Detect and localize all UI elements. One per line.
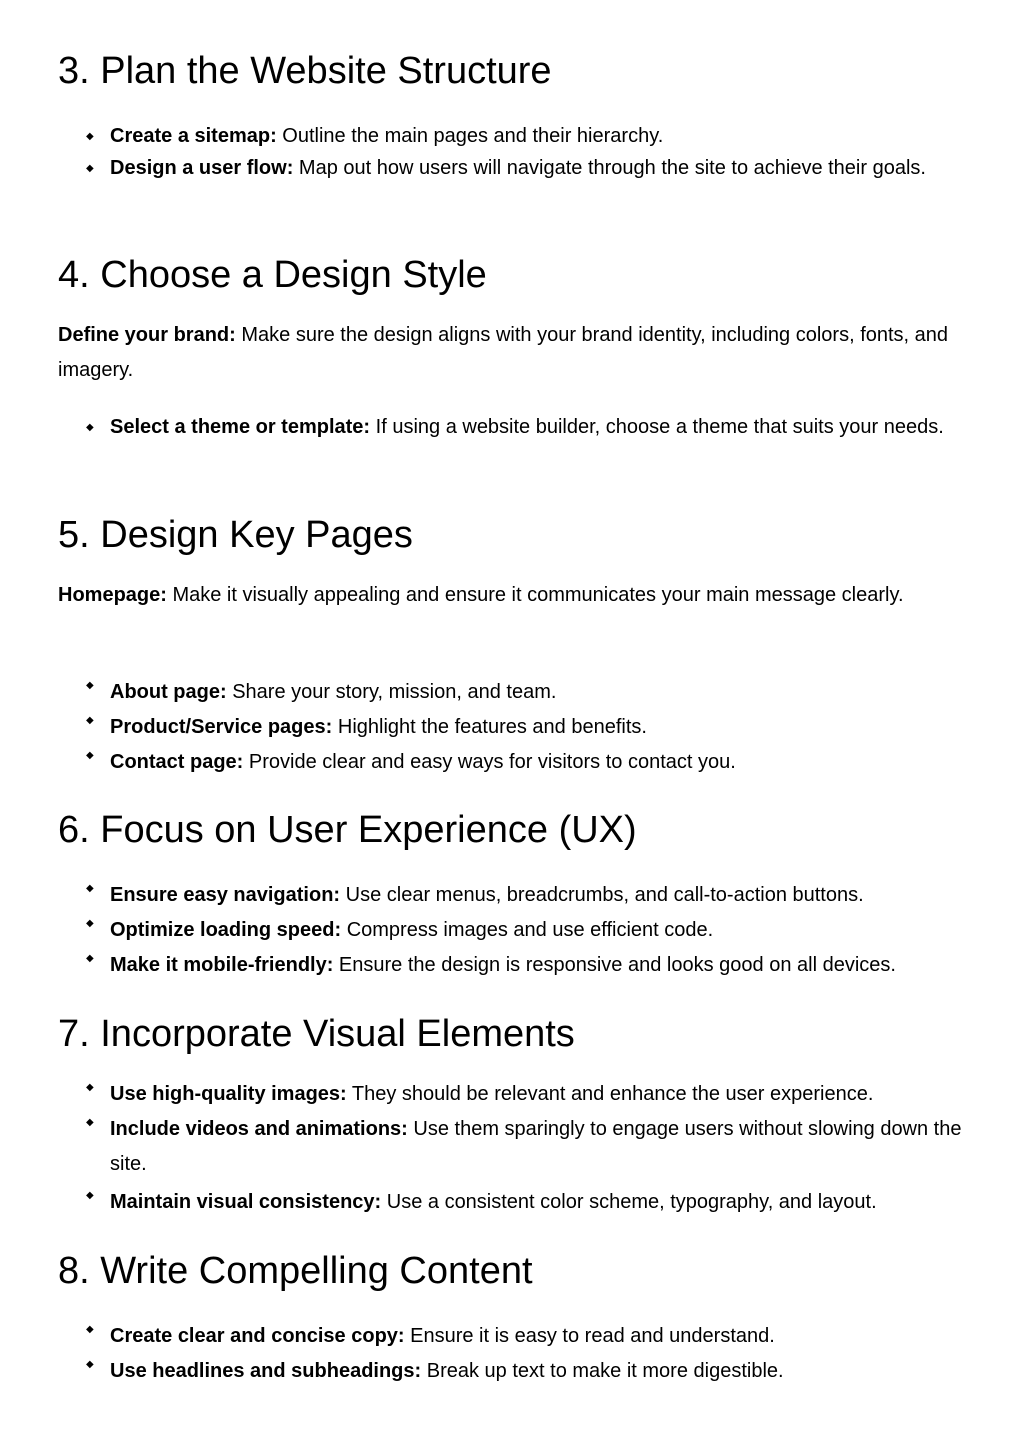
bullet-icon: ◆ — [86, 1082, 94, 1093]
bullet-icon: ◆ — [86, 680, 94, 691]
paragraph — [58, 318, 958, 388]
paragraph-text: Make sure the design aligns with your brand identity, including colors, fonts, and imagery. — [58, 324, 949, 381]
bullet-list — [58, 410, 968, 445]
item-label: Use headlines and subheadings: — [110, 1360, 422, 1382]
item-text: They should be relevant and enhance the user experience. — [346, 1083, 874, 1105]
section-heading: 7. Incorporate Visual Elements — [58, 1013, 575, 1055]
item-text: Outline the main pages and their hierarchy. — [276, 125, 664, 147]
paragraph-label: Define your brand: — [58, 324, 236, 346]
item-label: Make it mobile-friendly: — [110, 954, 334, 976]
list-item — [58, 151, 968, 186]
item-label: Ensure easy navigation: — [110, 884, 341, 906]
bullet-icon: ◆ — [86, 1117, 94, 1128]
item-label: Design a user flow: — [110, 157, 294, 179]
item-text: Ensure it is easy to read and understand. — [404, 1325, 775, 1347]
list-item — [58, 913, 978, 948]
paragraph-text: Make it visually appealing and ensure it communicates your main message clearly. — [166, 584, 904, 606]
section-heading: 6. Focus on User Experience (UX) — [58, 809, 637, 851]
item-text: If using a website builder, choose a theme that suits your needs. — [370, 416, 944, 438]
item-text: Use clear menus, breadcrumbs, and call-to-action buttons. — [340, 884, 864, 906]
list-item — [58, 710, 968, 745]
item-text: Provide clear and easy ways for visitors to contact you. — [243, 751, 736, 773]
item-label: Product/Service pages: — [110, 716, 333, 738]
list-item — [58, 1354, 968, 1389]
section-heading: 8. Write Compelling Content — [58, 1250, 533, 1292]
item-label: About page: — [110, 681, 227, 703]
list-item — [58, 119, 968, 154]
paragraph — [58, 578, 958, 613]
bullet-icon: ◆ — [86, 715, 94, 726]
bullet-list — [58, 119, 968, 186]
section-heading: 5. Design Key Pages — [58, 514, 413, 556]
list-item — [58, 878, 978, 913]
list-item — [58, 745, 968, 780]
item-text: Share your story, mission, and team. — [226, 681, 557, 703]
item-label: Optimize loading speed: — [110, 919, 342, 941]
item-label: Select a theme or template: — [110, 416, 371, 438]
bullet-icon: ◆ — [86, 1190, 94, 1201]
bullet-list — [58, 1319, 968, 1389]
item-text: Map out how users will navigate through the site to achieve their goals. — [293, 157, 926, 179]
paragraph-label: Homepage: — [58, 584, 167, 606]
item-text: Compress images and use efficient code. — [341, 919, 714, 941]
item-text: Highlight the features and benefits. — [332, 716, 647, 738]
item-label: Use high-quality images: — [110, 1083, 347, 1105]
item-text: Use a consistent color scheme, typography, and layout. — [381, 1191, 877, 1213]
list-item — [58, 1185, 968, 1220]
list-item — [58, 1077, 968, 1112]
bullet-icon: ◆ — [86, 131, 94, 142]
list-item — [58, 948, 978, 983]
bullet-list — [58, 878, 978, 983]
item-label: Include videos and animations: — [110, 1118, 408, 1140]
list-item — [58, 1112, 968, 1182]
bullet-icon: ◆ — [86, 422, 94, 433]
item-label: Create a sitemap: — [110, 125, 277, 147]
bullet-icon: ◆ — [86, 750, 94, 761]
section-heading: 4. Choose a Design Style — [58, 254, 487, 296]
section-heading: 3. Plan the Website Structure — [58, 50, 552, 92]
item-label: Maintain visual consistency: — [110, 1191, 382, 1213]
list-item — [58, 675, 968, 710]
item-text: Ensure the design is responsive and looks good on all devices. — [333, 954, 896, 976]
item-text: Use them sparingly to engage users without slowing down the site. — [110, 1118, 962, 1175]
bullet-icon: ◆ — [86, 1359, 94, 1370]
bullet-list — [58, 1077, 968, 1220]
bullet-icon: ◆ — [86, 1324, 94, 1335]
bullet-icon: ◆ — [86, 163, 94, 174]
list-item — [58, 1319, 968, 1354]
bullet-icon: ◆ — [86, 918, 94, 929]
item-text: Break up text to make it more digestible. — [421, 1360, 784, 1382]
bullet-list — [58, 675, 968, 780]
bullet-icon: ◆ — [86, 953, 94, 964]
list-item — [58, 410, 968, 445]
item-label: Create clear and concise copy: — [110, 1325, 405, 1347]
bullet-icon: ◆ — [86, 883, 94, 894]
item-label: Contact page: — [110, 751, 244, 773]
